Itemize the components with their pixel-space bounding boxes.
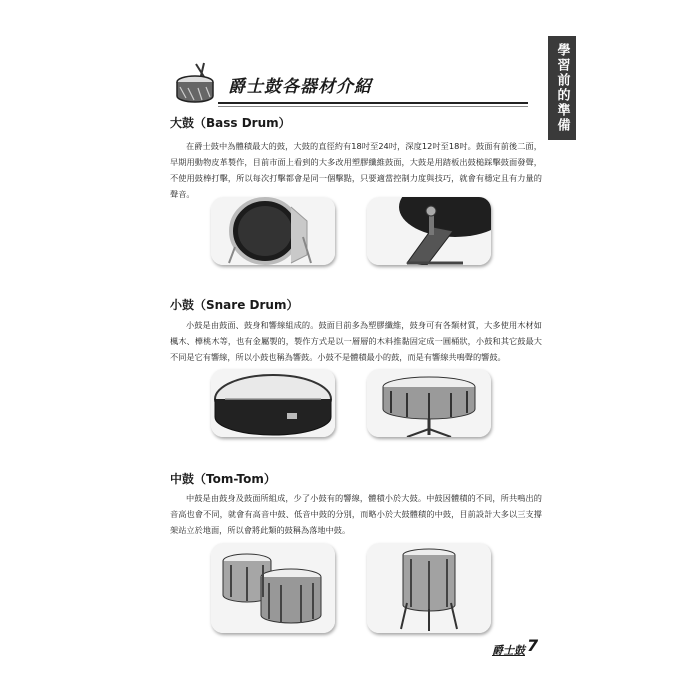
section-text-snare-drum: 小鼓是由鼓面、鼓身和響線組成的。鼓面目前多為塑膠纖維，鼓身可有各類材質，大多使用木材如楓木、樺桃木等，也有金屬製的，製作方式是以一層層的木料推黏固定成一圓桶狀，小鼓和其它鼓最大不同是它有響線，所以小鼓也稱為響鼓。小鼓不是體積最小的鼓，而是有響線共鳴聲的響鼓。 <box>170 320 542 362</box>
header-rule-thin <box>218 106 528 107</box>
chapter-side-tab <box>548 36 576 140</box>
section-text-tom-tom: 中鼓是由鼓身及鼓面所組成，少了小鼓有的響線，體積小於大鼓。中鼓因體積的不同，所共鳴出的音高也會不同，就會有高音中鼓、低音中鼓的分別，而略小於大鼓體積的中鼓，目前設計大多以三支撐架站立於地面，所以會將此類的鼓稱為落地中鼓。 <box>170 493 542 535</box>
snare-drum-icon <box>174 62 216 104</box>
footer-brand: 爵士鼓 <box>492 644 525 657</box>
section-title-bass-drum: 大鼓（Bass Drum） <box>170 116 291 130</box>
page-number: 7 <box>527 636 539 655</box>
rack-toms-photo <box>211 543 335 633</box>
page-header <box>170 62 530 106</box>
bass-drum-photo <box>211 197 335 265</box>
snare-drum-top-photo <box>211 369 335 437</box>
floor-tom-photo <box>367 543 491 633</box>
header-rule <box>218 102 528 104</box>
chapter-side-tab-label: 學習前的準備 <box>554 43 570 133</box>
bass-pedal-photo <box>367 197 491 265</box>
section-title-snare-drum: 小鼓（Snare Drum） <box>170 298 299 312</box>
snare-drum-stand-photo <box>367 369 491 437</box>
section-text-bass-drum: 在爵士鼓中為體積最大的鼓，大鼓的直徑約有18吋至24吋，深度12吋至18吋。鼓面有前後二面，早期用動物皮革製作，目前市面上看到的大多改用塑膠纖維鼓面，大鼓是用踏板出鼓槌踩擊鼓面發聲，不使用鼓棒打擊，所以每次打擊都會是同一個擊點，只要適當控制力度與技巧，就會有穩定且有力量的聲音。 <box>170 141 542 199</box>
section-title-tom-tom: 中鼓（Tom-Tom） <box>170 472 276 486</box>
page-title: 爵士鼓各器材介紹 <box>228 77 372 97</box>
